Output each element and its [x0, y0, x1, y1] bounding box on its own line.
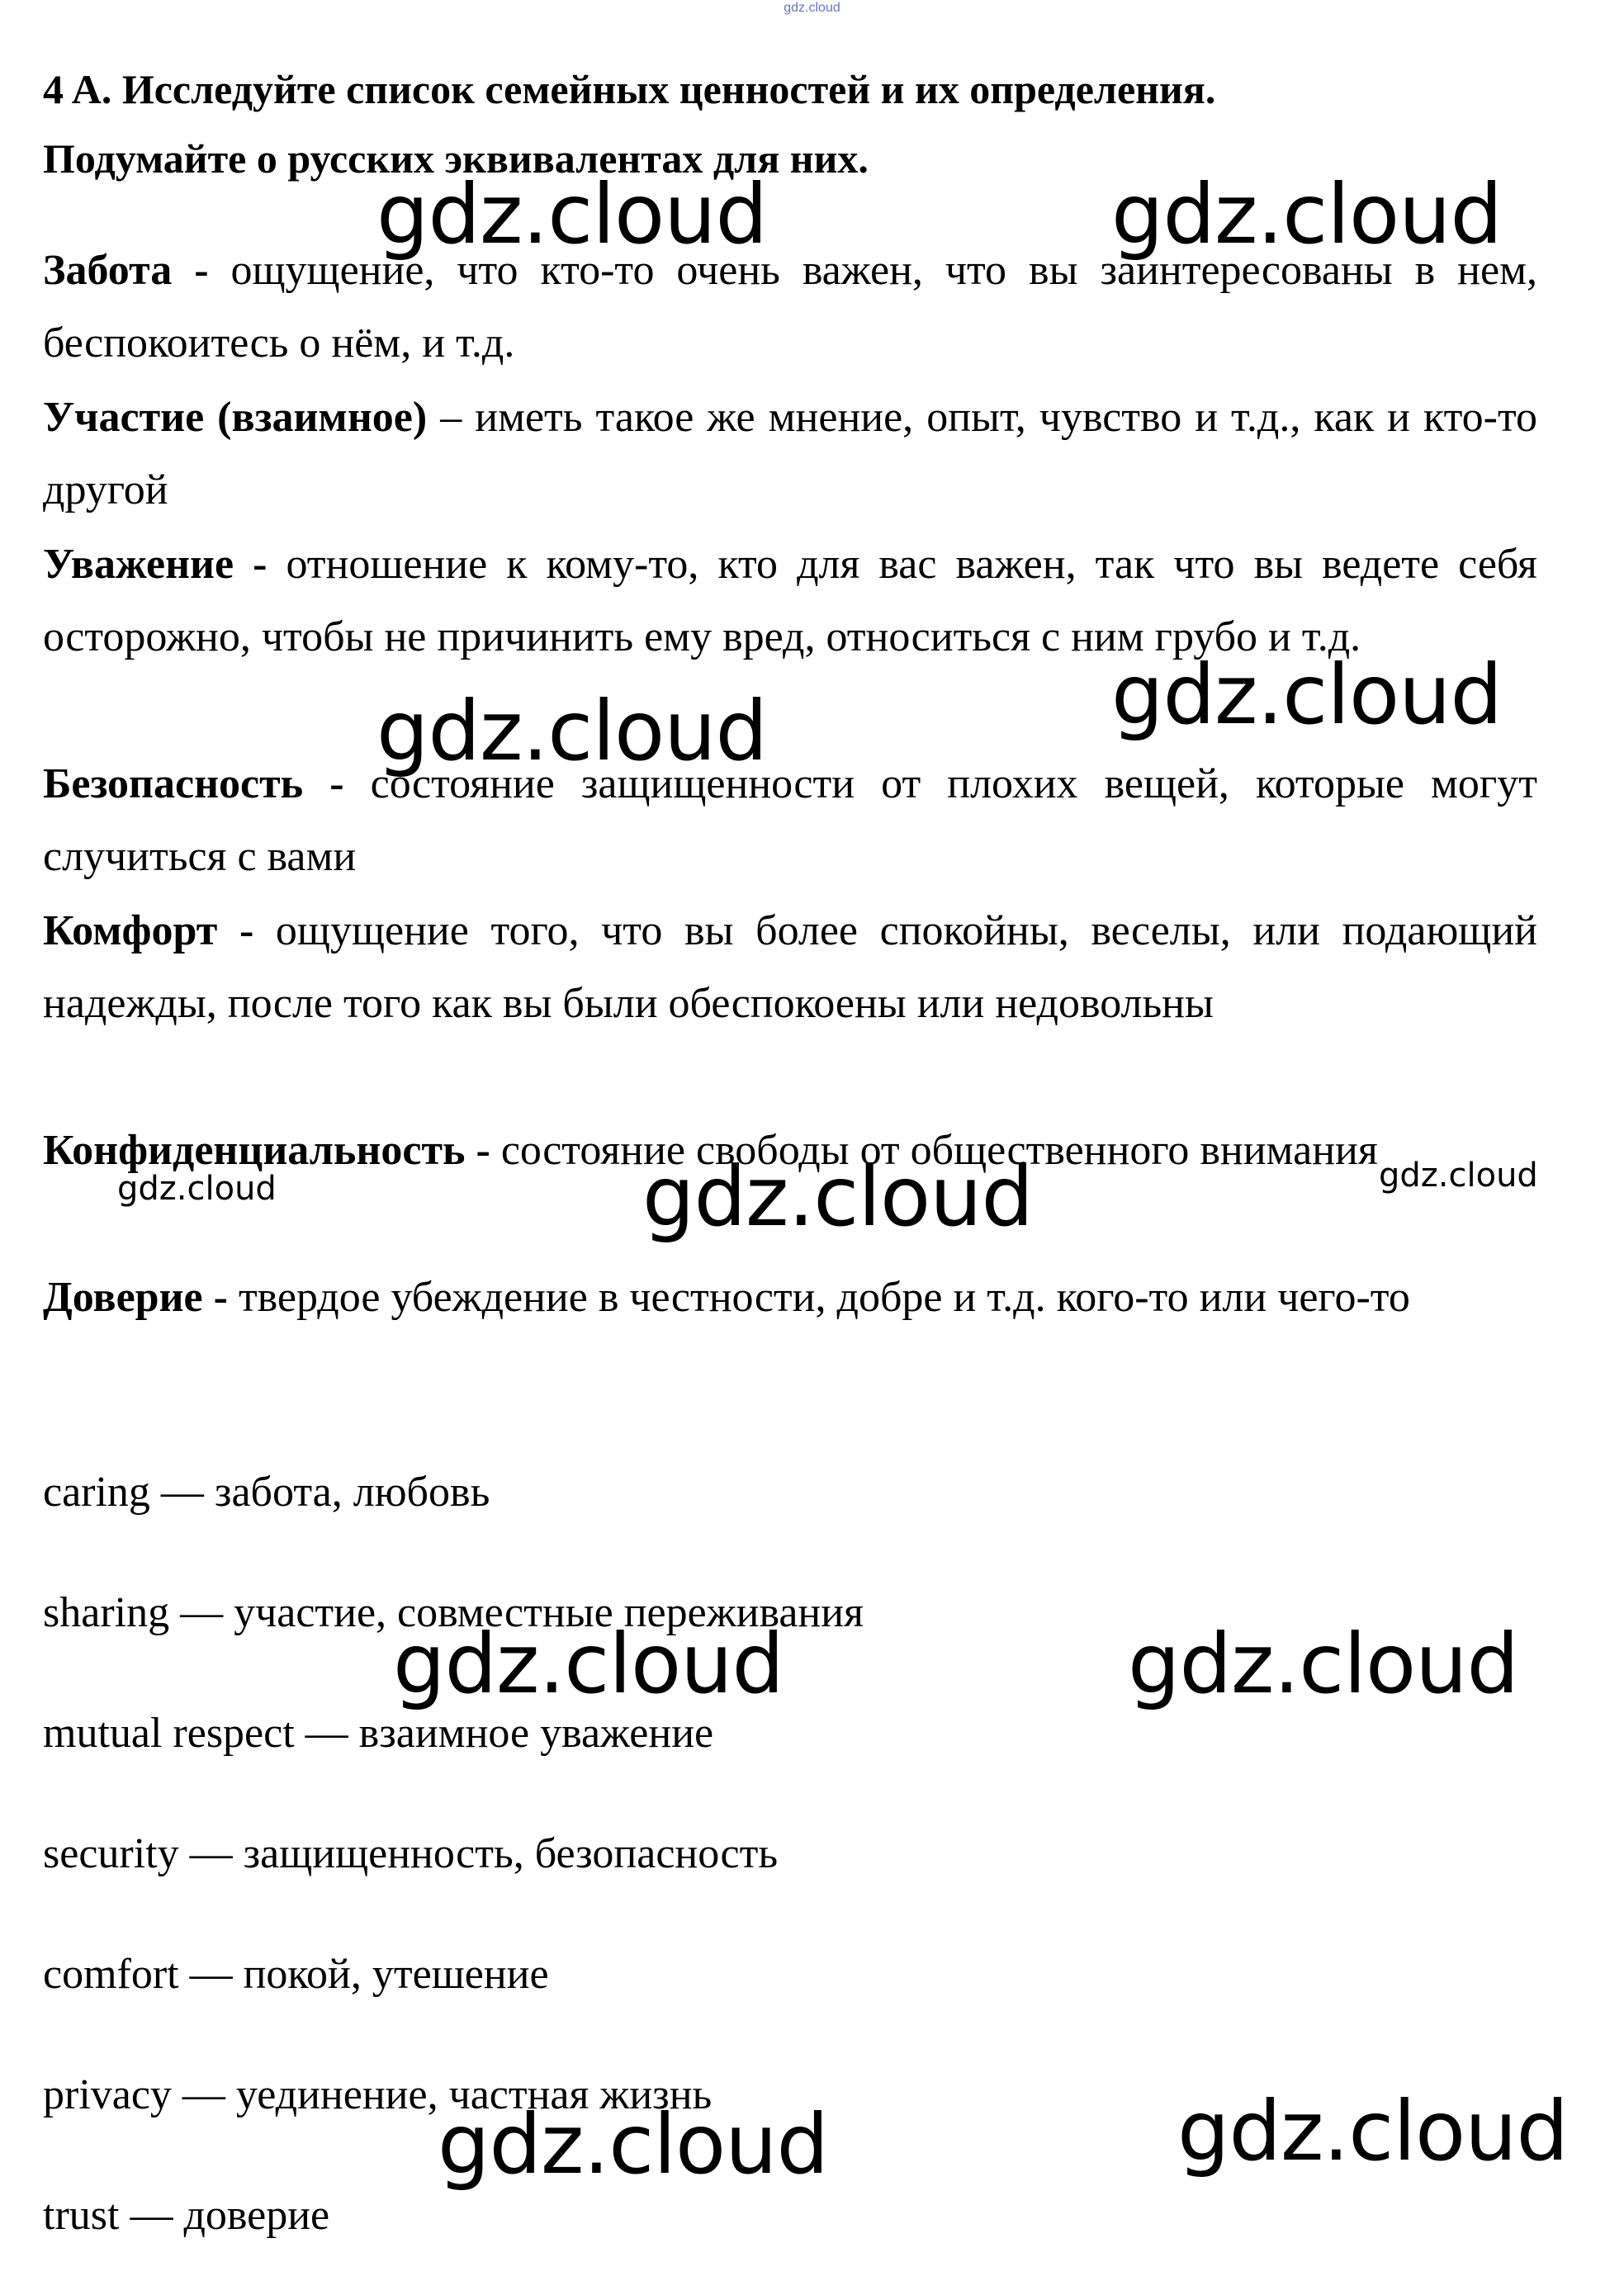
- watermark: gdz.cloud: [1111, 166, 1503, 263]
- header-watermark: gdz.cloud: [784, 1, 840, 15]
- definition-text: состояние защищенности от плохих вещей, которые могут случиться с вами: [43, 760, 1537, 880]
- vocab-item: mutual respect — взаимное уважение: [43, 1710, 714, 1757]
- definition-separator: –: [427, 394, 476, 441]
- definition-term: Конфиденциальность: [43, 1127, 466, 1174]
- vocab-item: comfort — покой, утешение: [43, 1951, 549, 1998]
- task-heading-line-2: Подумайте о русских эквивалентах для них.: [43, 135, 869, 182]
- vocab-item: sharing — участие, совместные переживания: [43, 1589, 864, 1636]
- definition-comfort: [43, 895, 1537, 1040]
- watermark: gdz.cloud: [1111, 646, 1503, 743]
- definition-term: Забота: [43, 247, 173, 294]
- definition-text: ощущение, что кто-то очень важен, что вы заинтересованы в нем, беспокоитесь о нём, и т.д.: [43, 247, 1537, 367]
- definition-separator: -: [234, 541, 286, 588]
- definition-text: иметь такое же мнение, опыт, чувство и т.д., как и кто-то другой: [43, 394, 1537, 513]
- definition-term: Комфорт: [43, 907, 218, 954]
- definition-term: Безопасность: [43, 760, 304, 807]
- definition-text: состояние свободы от общественного внимания: [500, 1127, 1378, 1174]
- definition-term: Уважение: [43, 541, 234, 588]
- definition-separator: -: [172, 247, 231, 294]
- vocab-item: privacy — уединение, частная жизнь: [43, 2071, 713, 2118]
- definition-separator: -: [303, 760, 371, 807]
- definition-security: [43, 748, 1537, 893]
- watermark: gdz.cloud: [642, 1148, 1034, 1245]
- watermark-small: gdz.cloud: [117, 1170, 277, 1208]
- watermark-small: gdz.cloud: [1379, 1157, 1538, 1195]
- definition-trust: [43, 1261, 1537, 1334]
- definition-separator: -: [465, 1127, 501, 1174]
- definition-separator: -: [202, 1274, 239, 1321]
- definition-term: Участие (взаимное): [43, 394, 428, 441]
- watermark: gdz.cloud: [1128, 1616, 1519, 1712]
- task-heading-line-1: 4 A. Исследуйте список семейных ценностей и их определения.: [43, 66, 1216, 112]
- watermark: gdz.cloud: [1177, 2083, 1569, 2179]
- watermark: gdz.cloud: [376, 166, 768, 263]
- vocab-item: security — защищенность, безопасность: [43, 1830, 779, 1877]
- definition-term: Доверие: [43, 1274, 203, 1321]
- definition-text: отношение к кому-то, кто для вас важен, так что вы ведете себя осторожно, чтобы не причинить ему вред, относиться с ним грубо и т.д.: [43, 541, 1537, 660]
- definition-text: твердое убеждение в честности, добре и т.д. кого-то или чего-то: [238, 1274, 1410, 1321]
- watermark: gdz.cloud: [376, 683, 768, 779]
- vocab-item: trust — доверие: [43, 2192, 330, 2239]
- watermark: gdz.cloud: [438, 2096, 829, 2193]
- definition-text: ощущение того, что вы более спокойны, веселы, или подающий надежды, после того как вы были обеспокоены или недовольны: [43, 907, 1537, 1027]
- definition-sharing: [43, 381, 1537, 527]
- vocab-item: caring — забота, любовь: [43, 1469, 490, 1516]
- watermark: gdz.cloud: [393, 1616, 784, 1712]
- definition-separator: -: [217, 907, 276, 954]
